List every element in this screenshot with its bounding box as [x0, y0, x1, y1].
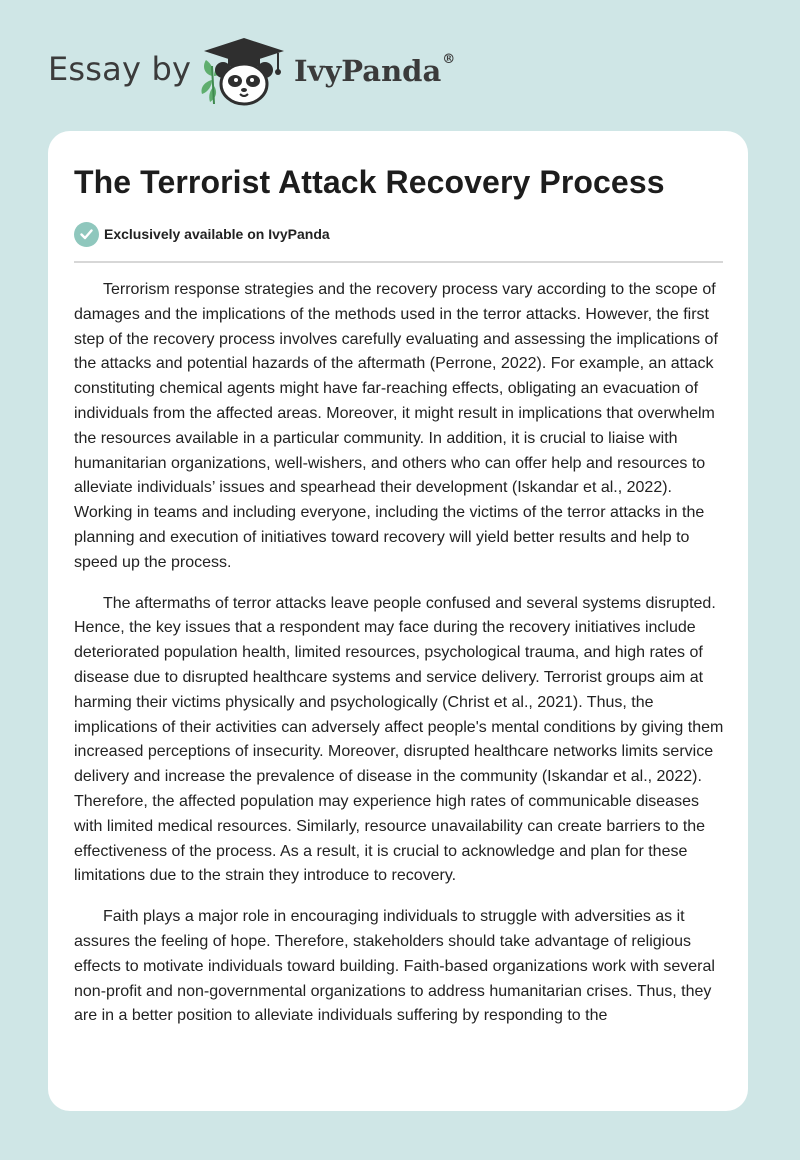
brand-name: IvyPanda — [294, 54, 442, 88]
divider — [74, 261, 723, 263]
essay-body — [74, 278, 724, 1045]
exclusive-label: Exclusively available on IvyPanda — [104, 226, 330, 242]
check-circle-icon — [74, 222, 99, 247]
brand-logo[interactable] — [294, 54, 455, 88]
paragraph: Faith plays a major role in encouraging individuals to struggle with adversities as it assures the feeling of hope. Therefore, stakeholders should take advantage of religious effects to motivate individuals toward building. Faith-based organizations work with several non-profit and non-governmental organizations to address humanitarian crises. Thus, they are in a better position to alleviate individuals suffering by responding to the — [74, 908, 715, 1025]
exclusive-badge — [74, 221, 330, 247]
registered-mark: ® — [442, 52, 456, 67]
paragraph: The aftermaths of terror attacks leave people confused and several systems disrupted. Hence, the key issues that a respondent may face during the recovery initiatives include deteriorated population health, limited resources, psychological trauma, and high rates of disease due to disrupted healthcare systems and service delivery. Terrorist groups aim at harming their victims physically and psychologically (Christ et al., 2021). Thus, the implications of their activities can adversely affect people's mental conditions by giving them increased perceptions of insecurity. Moreover, disrupted healthcare networks limits service delivery and increase the prevalence of disease in the community (Iskandar et al., 2022). Therefore, the affected population may experience high rates of communicable diseases with limited medical resources. Similarly, resource unavailability can create barriers to the effectiveness of the process. As a result, it is crucial to acknowledge and plan for these limitations due to the strain they introduce to recovery. — [74, 594, 724, 885]
site-header — [0, 0, 800, 130]
essay-title: The Terrorist Attack Recovery Process — [74, 164, 665, 200]
panda-graduate-icon[interactable] — [198, 36, 290, 108]
paragraph: Terrorism response strategies and the recovery process vary according to the scope of damages and the implications of the methods used in the terror attacks. However, the first step of the recovery process involves carefully evaluating and assessing the implications of the attacks and potential hazards of the aftermath (Perrone, 2022). For example, an attack constituting chemical agents might have far-reaching effects, obligating an evacuation of individuals from the affected areas. Moreover, it might result in implications that overwhelm the resources available in a particular community. In addition, it is crucial to liaise with humanitarian organizations, well-wishers, and others who can offer help and resources to alleviate individuals’ issues and spearhead their development (Iskandar et al., 2022). Working in teams and including everyone, including the victims of the terror attacks in the planning and execution of initiatives toward recovery will yield better results and help to speed up the process. — [74, 281, 718, 571]
essay-card — [48, 131, 748, 1111]
essay-by-label: Essay by — [48, 50, 192, 88]
